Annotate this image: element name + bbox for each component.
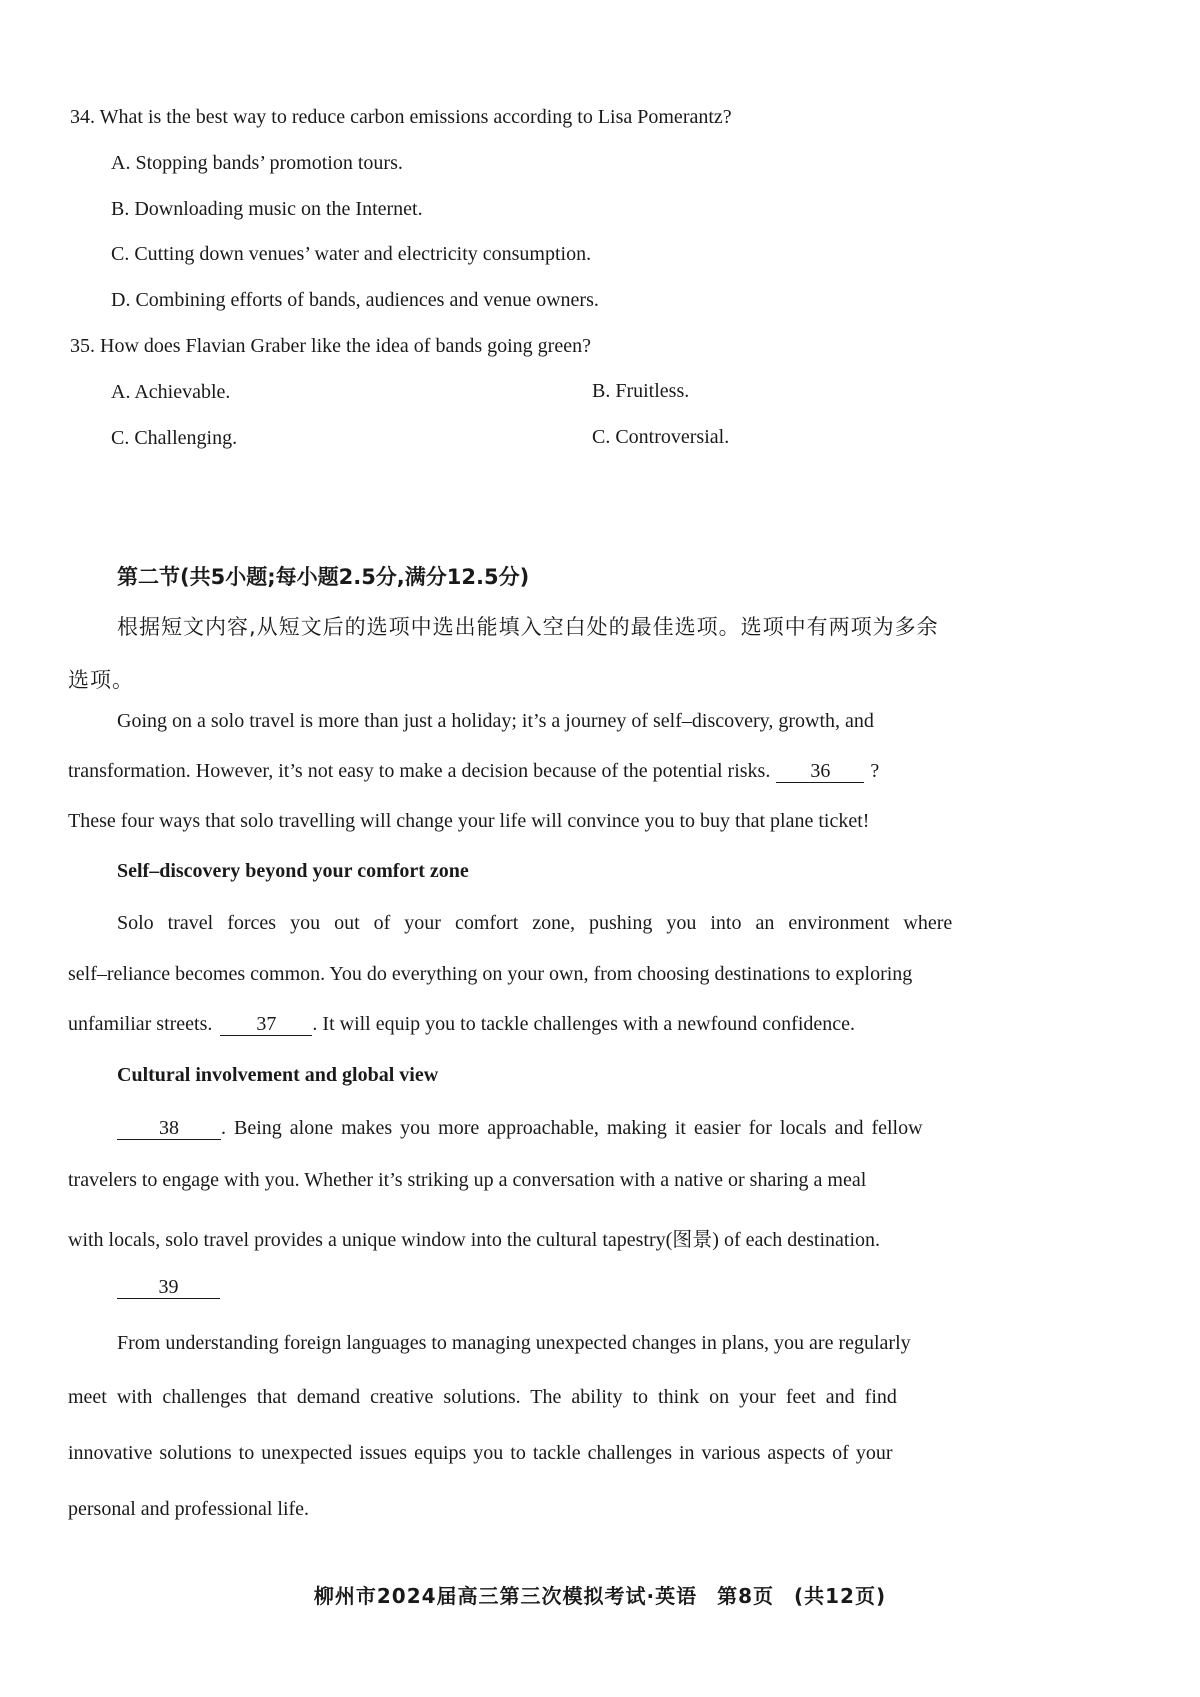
passage-p1-line2-text: transformation. However, it’s not easy to make a decision because of the potential risks. [68,760,771,782]
passage-p4-line4: personal and professional life. [68,1498,310,1520]
question-35-option-b: B. Fruitless. [592,380,690,402]
passage-p2-line3-text: unfamiliar streets. [68,1013,213,1035]
section-instruction-line2: 选项。 [68,668,134,692]
passage-p4-line1: From understanding foreign languages to managing unexpected changes in plans, you are regularly [117,1332,911,1354]
passage-heading-cultural: Cultural involvement and global view [117,1064,439,1086]
question-34-option-b: B. Downloading music on the Internet. [111,198,423,220]
passage-p1-question-mark: ? [870,760,880,782]
question-35-stem: 35. How does Flavian Graber like the idea of bands going green? [70,335,591,357]
passage-p2-line3 [68,1013,855,1036]
question-34-option-a: A. Stopping bands’ promotion tours. [111,152,403,174]
passage-p2-line1: Solo travel forces you out of your comfort zone, pushing you into an environment where [117,912,953,934]
passage-p4-line3: innovative solutions to unexpected issues equips you to tackle challenges in various aspects of your [68,1442,893,1464]
question-35-option-d: C. Controversial. [592,426,730,448]
question-34-option-c: C. Cutting down venues’ water and electricity consumption. [111,243,592,265]
passage-p3-line2: travelers to engage with you. Whether it’s striking up a conversation with a native or sharing a meal [68,1169,867,1191]
page-footer [0,1580,1200,1609]
passage-p1-line2 [68,760,1085,783]
passage-p3-line1-text: . Being alone makes you more approachable, making it easier for locals and fellow [221,1117,923,1139]
question-35-option-c: C. Challenging. [111,427,238,449]
answer-blank-39[interactable]: 39 [117,1277,220,1299]
answer-blank-38[interactable]: 38 [117,1118,221,1140]
section-instruction-line1: 根据短文内容,从短文后的选项中选出能填入空白处的最佳选项。选项中有两项为多余 [117,615,939,639]
question-34-option-d: D. Combining efforts of bands, audiences and venue owners. [111,289,599,311]
passage-p1-line3: These four ways that solo travelling will change your life will convince you to buy that plane ticket! [68,810,870,832]
section-title: 第二节(共5小题;每小题2.5分,满分12.5分) [117,565,530,589]
question-35-option-a: A. Achievable. [111,381,231,403]
question-34-stem: 34. What is the best way to reduce carbon emissions according to Lisa Pomerantz? [70,106,732,128]
passage-p1-line1 [117,710,1085,733]
footer-page-number: 第8页 [717,1584,775,1608]
footer-exam-title: 柳州市2024届高三第三次模拟考试·英语 [313,1584,698,1608]
footer-total-pages: (共12页) [794,1584,887,1608]
passage-p3-line1 [117,1117,923,1140]
passage-p2-line3-rest: . It will equip you to tackle challenges with a newfound confidence. [312,1013,856,1035]
passage-heading-self-discovery: Self–discovery beyond your comfort zone [117,860,469,882]
answer-blank-36[interactable]: 36 [776,761,864,783]
passage-p4-line2: meet with challenges that demand creative solutions. The ability to think on your feet and find [68,1386,897,1408]
passage-p1-line1-text: Going on a solo travel is more than just a holiday; it’s a journey of self–discovery, growth, and [117,710,874,732]
answer-blank-37[interactable]: 37 [220,1014,312,1036]
passage-p3-line3: with locals, solo travel provides a unique window into the cultural tapestry(图景) of each destination. [68,1229,881,1251]
passage-p2-line2: self–reliance becomes common. You do everything on your own, from choosing destinations to exploring [68,963,913,985]
passage-heading-39 [117,1276,220,1299]
